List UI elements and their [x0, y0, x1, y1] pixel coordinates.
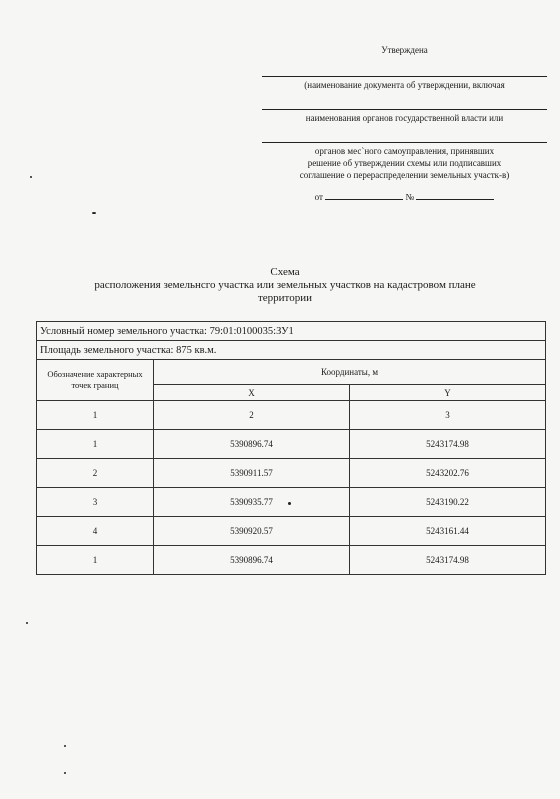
blank-line [262, 76, 547, 77]
scan-speck [92, 212, 96, 214]
approval-heading: Утверждена [381, 45, 428, 55]
area-row [37, 341, 546, 360]
scan-speck [64, 745, 66, 747]
approval-caption-4: решение об утверждении схемы или подписавших [307, 158, 502, 168]
table-row [37, 488, 546, 517]
table-row [37, 430, 546, 459]
approval-caption-5: соглашение о перераспределении земельных участк-в) [299, 170, 510, 180]
column-index: 2 [154, 401, 350, 430]
x-cell: 5390896.74 [154, 430, 350, 459]
area-cell: Площадь земельного участка: 875 кв.м. [37, 341, 546, 360]
scheme-title [60, 266, 510, 305]
point-cell: 2 [37, 459, 154, 488]
approval-block [262, 44, 547, 203]
scan-speck [288, 502, 291, 505]
x-cell: 5390911.57 [154, 459, 350, 488]
from-label: от [314, 192, 323, 202]
point-cell: 4 [37, 517, 154, 546]
number-label: № [405, 192, 415, 202]
x-cell: 5390935.77 [154, 488, 350, 517]
table-row [37, 517, 546, 546]
blank-line [262, 109, 547, 110]
header-row [37, 360, 546, 385]
date-number-line [262, 191, 547, 203]
point-cell: 3 [37, 488, 154, 517]
table-row [37, 459, 546, 488]
approval-caption-1: (наименование документа об утверждении, включая [304, 80, 505, 90]
column-index: 1 [37, 401, 154, 430]
date-blank [325, 191, 403, 200]
column-index-row [37, 401, 546, 430]
number-blank [416, 191, 494, 200]
header-coordinates: Координаты, м [154, 360, 546, 385]
scan-speck [64, 772, 66, 774]
column-index: 3 [350, 401, 546, 430]
point-cell: 1 [37, 430, 154, 459]
title-line-1: Схема [270, 266, 300, 278]
header-x: X [154, 385, 350, 401]
header-y: Y [350, 385, 546, 401]
header-points: Обозначение характерных точек границ [37, 360, 154, 401]
title-line-3: территории [257, 292, 312, 304]
y-cell: 5243202.76 [350, 459, 546, 488]
coordinates-table [36, 321, 546, 575]
point-cell: 1 [37, 546, 154, 575]
approval-caption-2: наименования органов государственной власти или [305, 113, 504, 123]
scan-speck [30, 176, 32, 178]
blank-line [262, 142, 547, 143]
y-cell: 5243161.44 [350, 517, 546, 546]
approval-caption-3: органов мес`ного самоуправления, принявших [314, 146, 495, 156]
y-cell: 5243190.22 [350, 488, 546, 517]
title-line-2: расположения земельнсго участка или земельных участков на кадастровом плане [94, 279, 476, 291]
y-cell: 5243174.98 [350, 430, 546, 459]
cadastral-number-cell: Условный номер земельного участка: 79:01:0100035:ЗУ1 [37, 322, 546, 341]
table-row [37, 546, 546, 575]
x-cell: 5390896.74 [154, 546, 350, 575]
y-cell: 5243174.98 [350, 546, 546, 575]
x-cell: 5390920.57 [154, 517, 350, 546]
cadastral-number-row [37, 322, 546, 341]
scan-speck [26, 622, 28, 624]
